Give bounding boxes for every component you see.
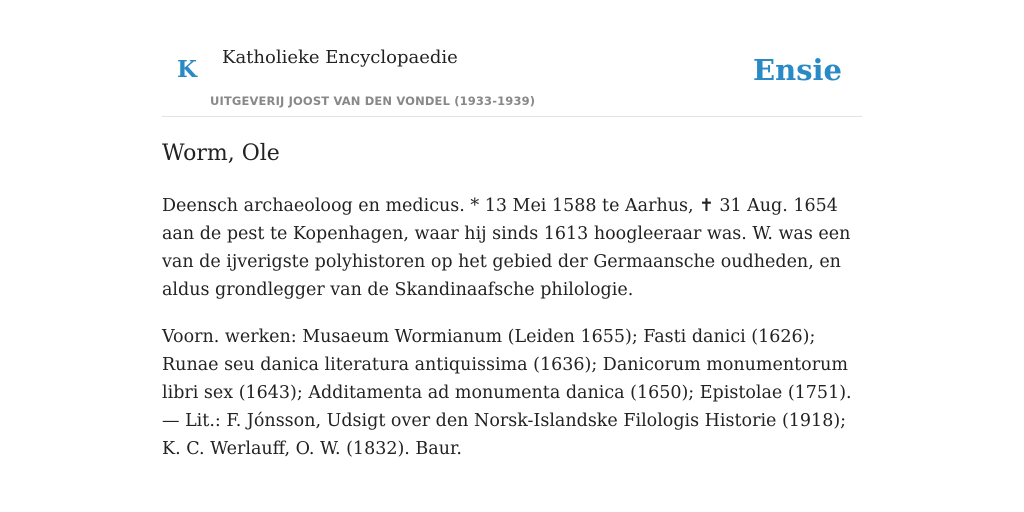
publication-title[interactable]: Katholieke Encyclopaedie [222,47,458,68]
publication-logo[interactable]: K [177,56,197,83]
ensie-brand-link[interactable]: Ensie [753,53,842,87]
article-paragraph-biography: Deensch archaeoloog en medicus. * 13 Mei 1588 te Aarhus, ✝ 31 Aug. 1654 aan de pest te Kopenhagen, waar hij sinds 1613 hoogleeraar was. W. was een van de ijverigste polyhistoren op het gebied der Germaansche oudheden, en aldus grondlegger van de Skandinaafsche philologie. [162,196,851,300]
publisher-subtitle: UITGEVERIJ JOOST VAN DEN VONDEL (1933-1939) [210,94,536,108]
site-header [162,0,862,117]
article-title: Worm, Ole [162,141,280,166]
article-paragraph-works: Voorn. werken: Musaeum Wormianum (Leiden 1655); Fasti danici (1626); Runae seu danica literatura antiquissima (1636); Danicorum monumentorum libri sex (1643); Additamenta ad monumenta danica (1650); Epistolae (1751). — Lit.: F. Jónsson, Udsigt over den Norsk-Islandske Filologis Historie (1918); K. C. Werlauff, O. W. (1832). Baur. [162,327,852,459]
article [162,138,862,463]
